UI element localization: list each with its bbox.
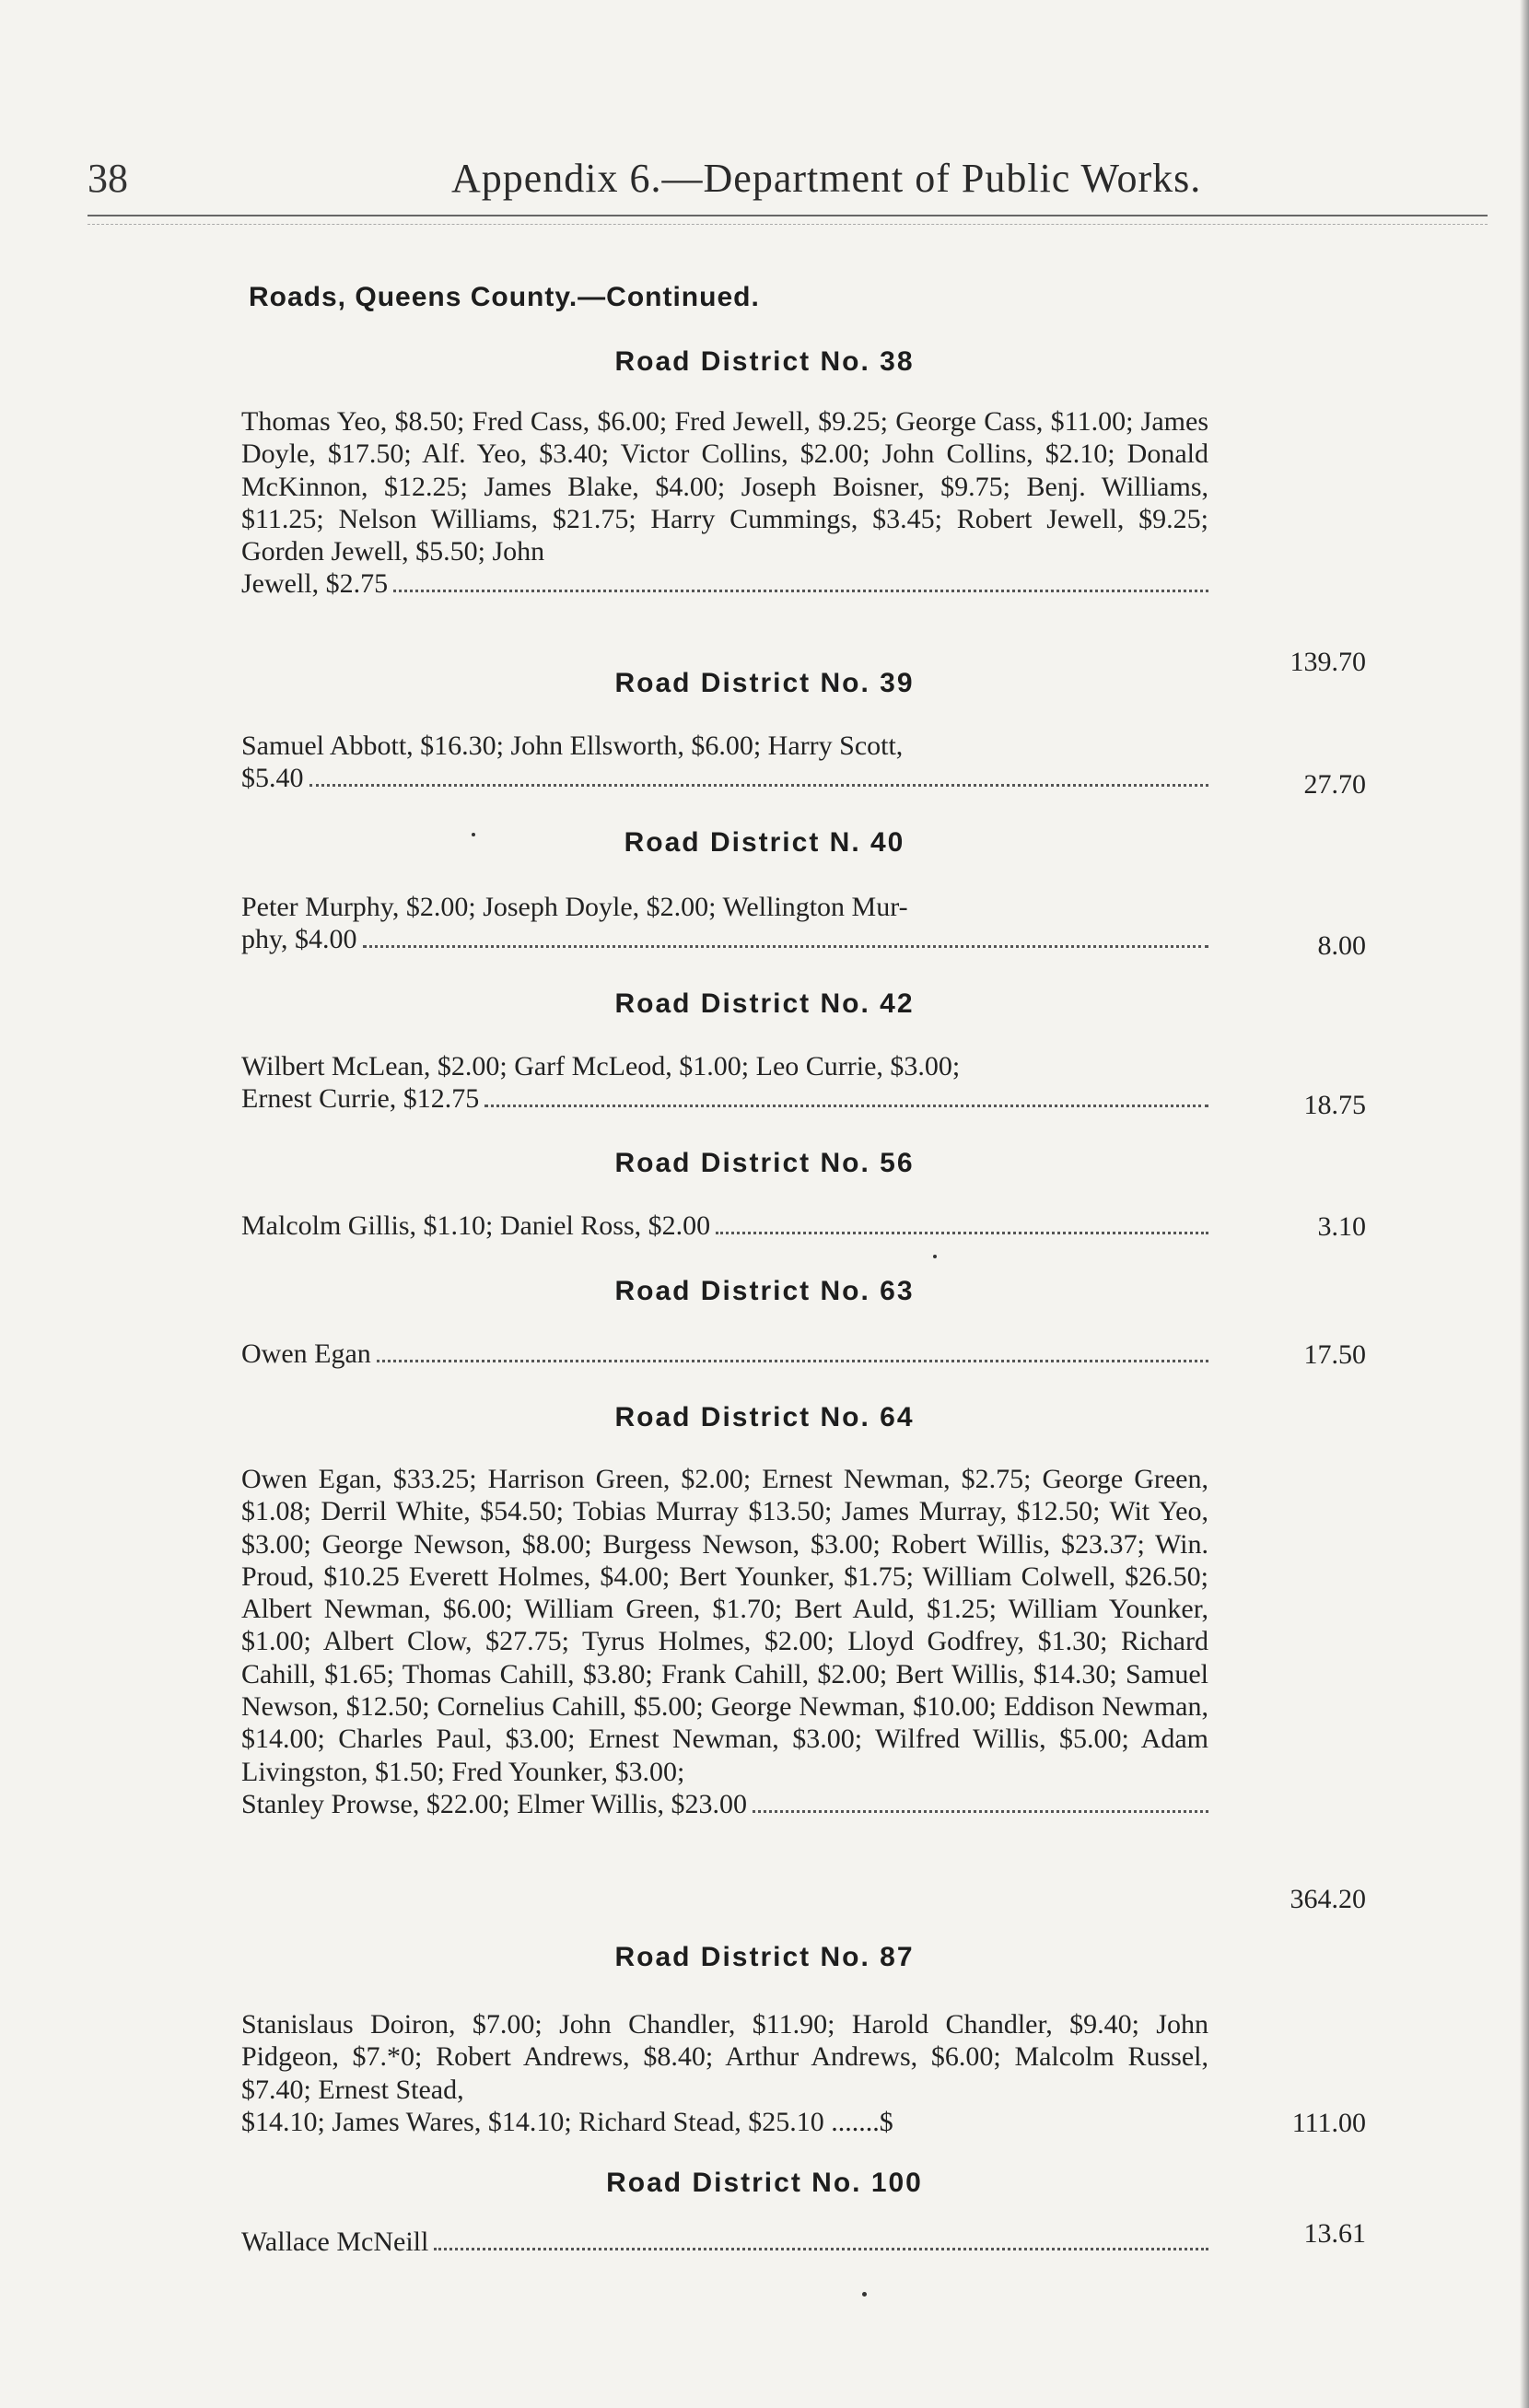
entry-last-text: $5.40 xyxy=(241,763,304,794)
district-heading: Road District No. 87 xyxy=(614,1942,915,1972)
entry-text: Thomas Yeo, $8.50; Fred Cass, $6.00; Fred Jewell, $9.25; George Cass, $11.00; James Doyle, $17.50; Alf. Yeo, $3.40; Victor Collins, $2.00; John Collins, $2.10; Donald McKinnon, $12.25; James Blake, $4.00; Joseph Boisner, $9.75; Benj. Williams, $11.25; Nelson Williams, $21.75; Harry Cummings, $3.45; Robert Jewell, $9.25; Gorden Jewell, $5.50; John xyxy=(241,406,1208,567)
district-heading: Road District No. 39 xyxy=(614,668,915,698)
dot-leader xyxy=(434,2248,1208,2250)
district-heading: Road District No. 64 xyxy=(614,1402,915,1432)
entry-last-text: Wallace McNeill xyxy=(241,2227,429,2257)
entry-last-line xyxy=(241,762,1208,794)
district-entry xyxy=(241,2226,1208,2258)
entry-text: Samuel Abbott, $16.30; John Ellsworth, $6.00; Harry Scott, xyxy=(241,731,904,761)
dot-leader xyxy=(753,1810,1208,1813)
district-heading: Road District N. 40 xyxy=(624,827,905,858)
entry-last-line xyxy=(241,1210,1208,1242)
district-entry xyxy=(241,1338,1208,1370)
entry-last-text: Jewell, $2.75 xyxy=(241,568,389,600)
district-total: 139.70 xyxy=(1290,647,1366,677)
entry-last-line xyxy=(241,2106,1208,2138)
district-total: 8.00 xyxy=(1317,930,1366,961)
entry-last-text: $14.10; James Wares, $14.10; Richard Stead, $25.10 .......$ xyxy=(241,2106,893,2137)
district-total: 3.10 xyxy=(1317,1211,1366,1242)
district-heading: Road District No. 42 xyxy=(614,988,915,1019)
district-total: 17.50 xyxy=(1303,1339,1366,1370)
header-rule-secondary xyxy=(88,224,1488,225)
entry-last-line xyxy=(241,1788,1208,1820)
district-total: 13.61 xyxy=(1303,2218,1366,2249)
district-entry xyxy=(241,2008,1208,2138)
entry-last-text: Owen Egan xyxy=(241,1338,371,1369)
entry-text: Owen Egan, $33.25; Harrison Green, $2.00; Ernest Newman, $2.75; George Green, $1.08; Derril White, $54.50; Tobias Murray $13.50; James Murray, $12.50; Wit Yeo, $3.00; George Newson, $8.00; Burgess Newson, $3.00; Robert Willis, $23.37; Win. Proud, $10.25 Everett Holmes, $4.00; Bert Younker, $1.75; William Colwell, $26.50; Albert Newman, $6.00; William Green, $1.70; Bert Auld, $1.25; William Younker, $1.00; Albert Clow, $27.75; Tyrus Holmes, $2.00; Lloyd Godfrey, $1.30; Richard Cahill, $1.65; Thomas Cahill, $3.80; Frank Cahill, $2.00; Bert Willis, $14.30; Samuel Newson, $12.50; Cornelius Cahill, $5.00; George Newman, $10.00; Eddison Newman, $14.00; Charles Paul, $3.00; Ernest Newman, $3.00; Wilfred Willis, $5.00; Adam Livingston, $1.50; Fred Younker, $3.00; xyxy=(241,1464,1208,1787)
print-speck xyxy=(472,833,475,836)
entry-last-line xyxy=(241,1082,1208,1115)
entry-last-text: Stanley Prowse, $22.00; Elmer Willis, $23.00 xyxy=(241,1788,748,1819)
entry-text: Peter Murphy, $2.00; Joseph Doyle, $2.00; Wellington Mur- xyxy=(241,892,908,922)
entry-last-text: Ernest Currie, $12.75 xyxy=(241,1083,480,1115)
entry-last-text: phy, $4.00 xyxy=(241,924,357,955)
district-entry xyxy=(241,405,1208,601)
entry-last-line xyxy=(241,567,1208,600)
district-total: 364.20 xyxy=(1290,1884,1366,1914)
section-title: Roads, Queens County.—Continued. xyxy=(249,282,760,312)
header-rule xyxy=(88,215,1488,216)
entry-last-text: Malcolm Gillis, $1.10; Daniel Ross, $2.00 xyxy=(241,1210,711,1241)
district-entry xyxy=(241,1463,1208,1820)
district-heading: Road District No. 100 xyxy=(606,2168,923,2198)
district-entry xyxy=(241,1050,1208,1116)
district-entry xyxy=(241,1210,1208,1242)
district-total: 111.00 xyxy=(1291,2108,1366,2138)
dot-leader xyxy=(377,1360,1208,1362)
dot-leader xyxy=(363,945,1208,948)
district-entry xyxy=(241,730,1208,795)
district-total: 18.75 xyxy=(1303,1090,1366,1120)
dot-leader xyxy=(393,590,1208,592)
district-heading: Road District No. 56 xyxy=(614,1148,915,1178)
print-speck xyxy=(933,1255,937,1258)
page-header xyxy=(88,155,1488,210)
district-heading: Road District No. 38 xyxy=(614,346,915,377)
entry-last-line xyxy=(241,1338,1208,1370)
dot-leader xyxy=(484,1105,1208,1107)
dot-leader xyxy=(309,784,1209,787)
entry-last-line xyxy=(241,2226,1208,2258)
entry-text: Stanislaus Doiron, $7.00; John Chandler, $11.90; Harold Chandler, $9.40; John Pidgeon, $7.*0; Robert Andrews, $8.40; Arthur Andrews, $6.00; Malcolm Russel, $7.40; Ernest Stead, xyxy=(241,2009,1208,2105)
dot-leader xyxy=(716,1232,1208,1234)
entry-last-line xyxy=(241,923,1208,955)
print-speck xyxy=(862,2292,867,2297)
district-heading: Road District No. 63 xyxy=(614,1276,915,1306)
district-entry xyxy=(241,891,1208,956)
running-title: Appendix 6.—Department of Public Works. xyxy=(451,156,1202,201)
page-number: 38 xyxy=(88,156,128,201)
district-total: 27.70 xyxy=(1303,769,1366,800)
entry-text: Wilbert McLean, $2.00; Garf McLeod, $1.00; Leo Currie, $3.00; xyxy=(241,1051,961,1081)
page-edge-shadow xyxy=(1520,0,1529,2408)
